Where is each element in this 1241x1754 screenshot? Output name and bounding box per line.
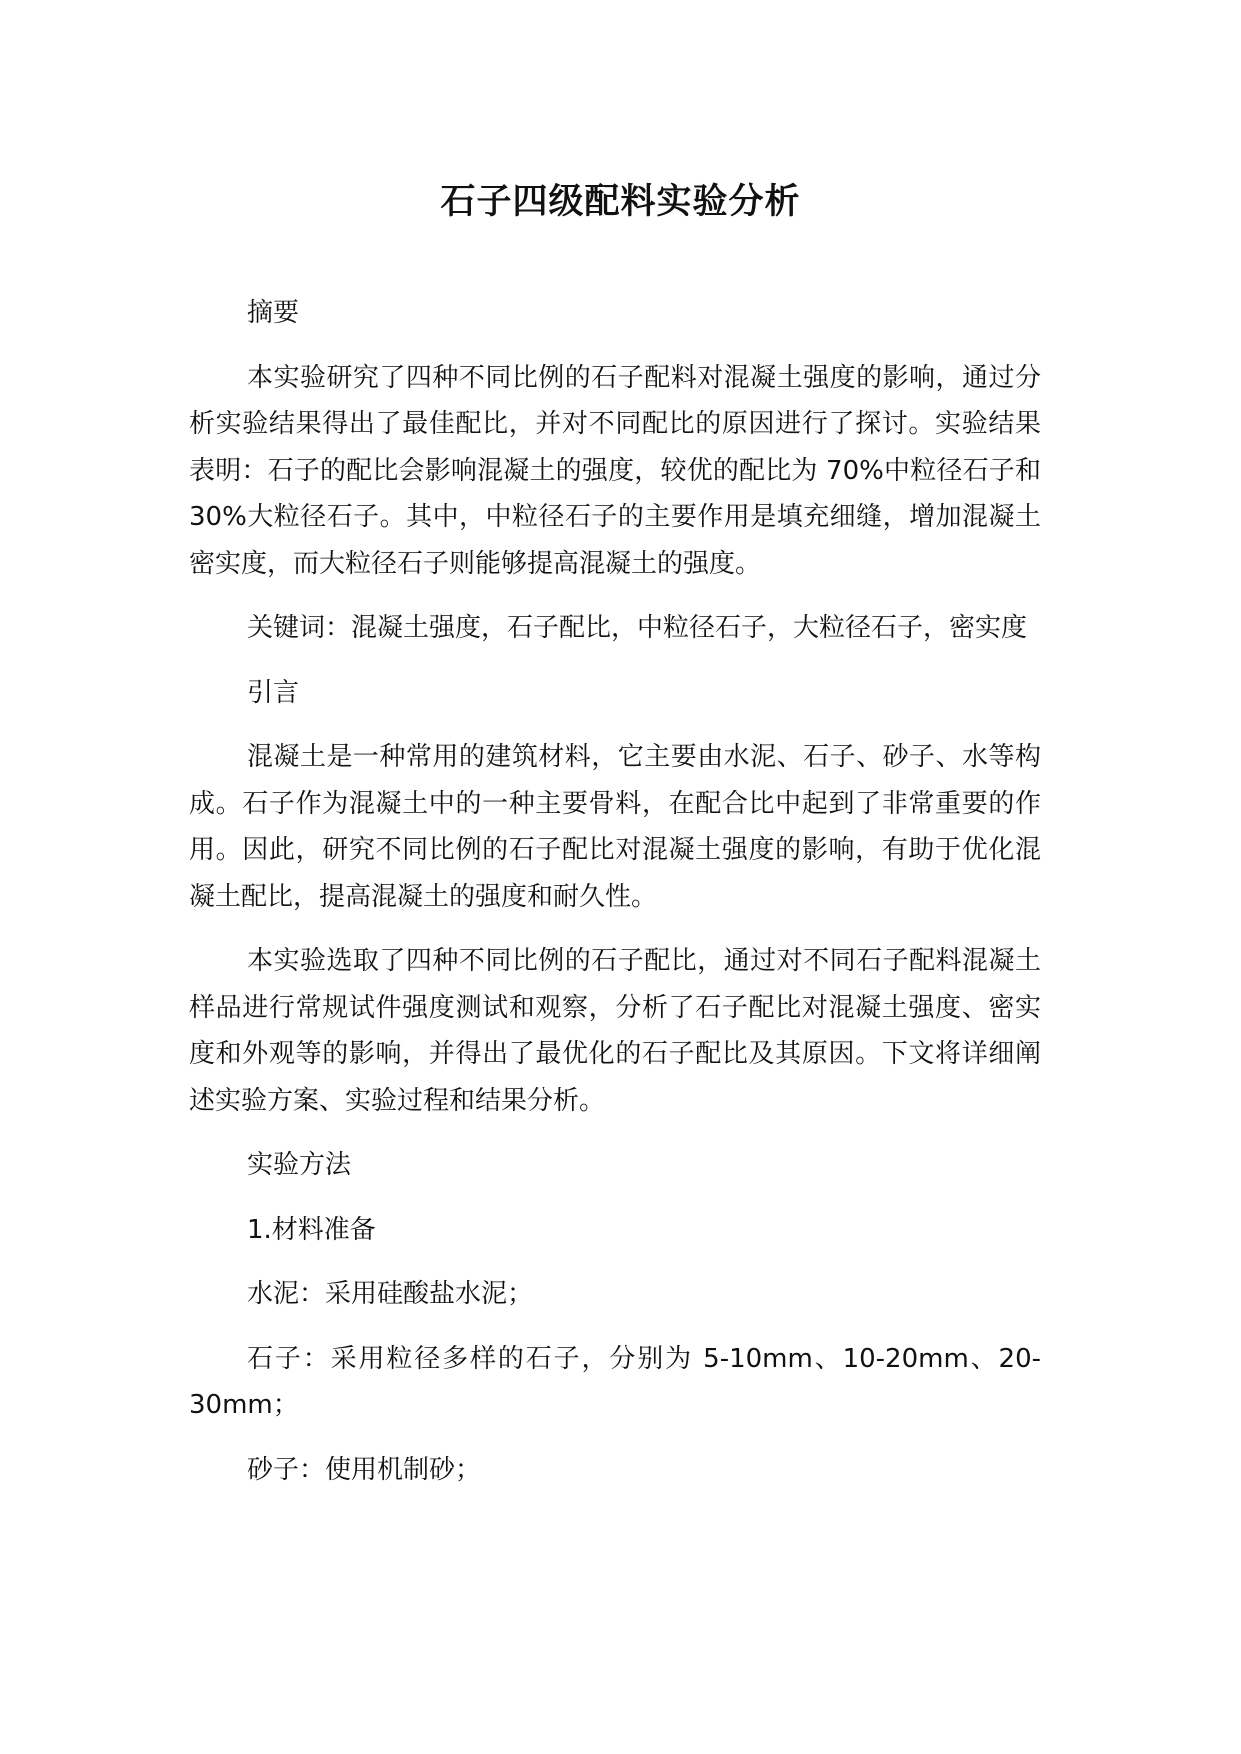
intro-paragraph-2: 本实验选取了四种不同比例的石子配比，通过对不同石子配料混凝土样品进行常规试件强度测试和观察，分析了石子配比对混凝土强度、密实度和外观等的影响，并得出了最优化的石子配比及其原因。下文将详细阐述实验方案、实验过程和结果分析。 — [189, 946, 1041, 1116]
intro-paragraph-1: 混凝土是一种常用的建筑材料，它主要由水泥、石子、砂子、水等构成。石子作为混凝土中的一种主要骨料，在配合比中起到了非常重要的作用。因此，研究不同比例的石子配比对混凝土强度的影响，有助于优化混凝土配比，提高混凝土的强度和耐久性。 — [189, 742, 1041, 912]
document-body — [189, 290, 1041, 1511]
keywords-paragraph: 关键词：混凝土强度，石子配比，中粒径石子，大粒径石子，密实度 — [247, 613, 1028, 643]
materials-heading: 1.材料准备 — [247, 1214, 376, 1245]
stone-item: 石子：采用粒径多样的石子，分别为 5-10mm、10-20mm、20-30mm； — [189, 1343, 1041, 1420]
sand-item: 砂子：使用机制砂； — [247, 1454, 482, 1485]
cement-item: 水泥：采用硅酸盐水泥； — [247, 1279, 534, 1309]
intro-heading: 引言 — [247, 677, 300, 708]
abstract-heading: 摘要 — [247, 298, 300, 328]
method-heading: 实验方法 — [247, 1150, 352, 1180]
abstract-paragraph: 本实验研究了四种不同比例的石子配料对混凝土强度的影响，通过分析实验结果得出了最佳配比，并对不同配比的原因进行了探讨。实验结果表明：石子的配比会影响混凝土的强度，较优的配比为 70%中粒径石子和 30%大粒径石子。其中，中粒径石子的主要作用是填充细缝，增加混凝土密实度，而大粒径石子则能够提高混凝土的强度。 — [189, 362, 1041, 579]
document-title: 石子四级配料实验分析 — [440, 182, 801, 222]
